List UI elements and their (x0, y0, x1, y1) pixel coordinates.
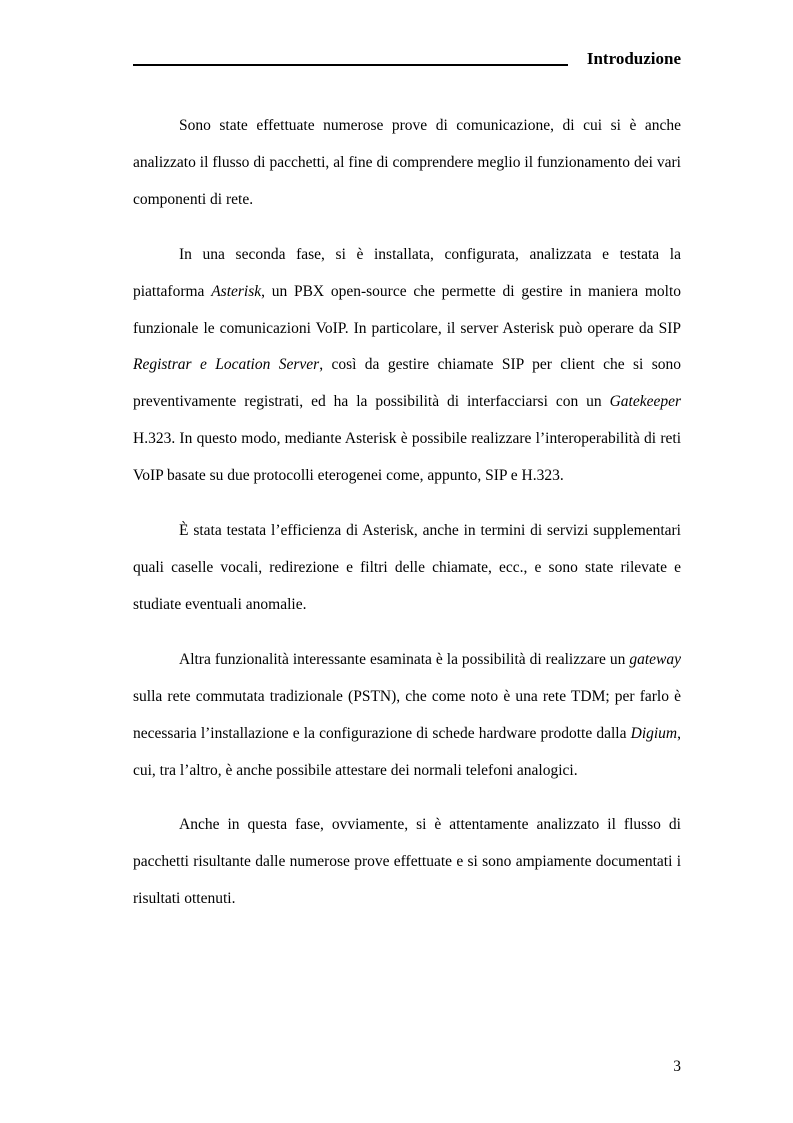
paragraph (133, 642, 681, 790)
paragraph-text: In una seconda fase, si è installata, configurata, analizzata e testata la piattaforma (133, 245, 681, 300)
paragraph (133, 807, 681, 918)
paragraph-text: , un PBX open-source che permette di gestire in maniera molto funzionale le comunicazioni VoIP. In particolare, il server Asterisk può operare da SIP (133, 282, 681, 337)
paragraph-text: , cui, tra l’altro, è anche possibile attestare dei normali telefoni analogici. (133, 724, 681, 779)
paragraph-text: sulla rete commutata tradizionale (PSTN), che come noto è una rete TDM; per farlo è necessaria l’installazione e la configurazione di schede hardware prodotte dalla (133, 687, 681, 742)
paragraph-text: H.323. In questo modo, mediante Asterisk è possibile realizzare l’interoperabilità di reti VoIP basate su due protocolli eterogenei come, appunto, SIP e H.323. (133, 430, 681, 485)
paragraph-text: Sono state effettuate numerose prove di comunicazione, di cui si è anche analizzato il flusso di pacchetti, al fine di comprendere meglio il funzionamento dei vari componenti di rete. (133, 117, 681, 208)
header-rule (133, 64, 568, 66)
paragraph-text: Altra funzionalità interessante esaminata è la possibilità di realizzare un (179, 650, 630, 668)
paragraph (133, 237, 681, 495)
page-number: 3 (673, 1058, 681, 1075)
emphasis-text: Digium (630, 724, 678, 742)
document-body (133, 108, 681, 918)
paragraph-text: Anche in questa fase, ovviamente, si è attentamente analizzato il flusso di pacchetti risultante dalle numerose prove effettuate e si sono ampiamente documentati i risultati ottenuti. (133, 816, 681, 908)
page-header-title: Introduzione (586, 49, 681, 68)
paragraph (133, 513, 681, 624)
emphasis-text: Gatekeeper (609, 393, 681, 411)
paragraph-text: , così da gestire chiamate SIP per client che si sono preventivamente registrati, ed ha la possibilità di interfacciarsi con un (133, 356, 681, 411)
paragraph (133, 108, 681, 219)
emphasis-text: gateway (629, 650, 681, 668)
emphasis-text: Asterisk (211, 282, 262, 300)
emphasis-text: Registrar e Location Server (133, 356, 320, 374)
paragraph-text: È stata testata l’efficienza di Asterisk, anche in termini di servizi supplementari quali caselle vocali, redirezione e filtri delle chiamate, ecc., e sono state rilevate e studiate eventuali anomalie. (133, 522, 681, 613)
